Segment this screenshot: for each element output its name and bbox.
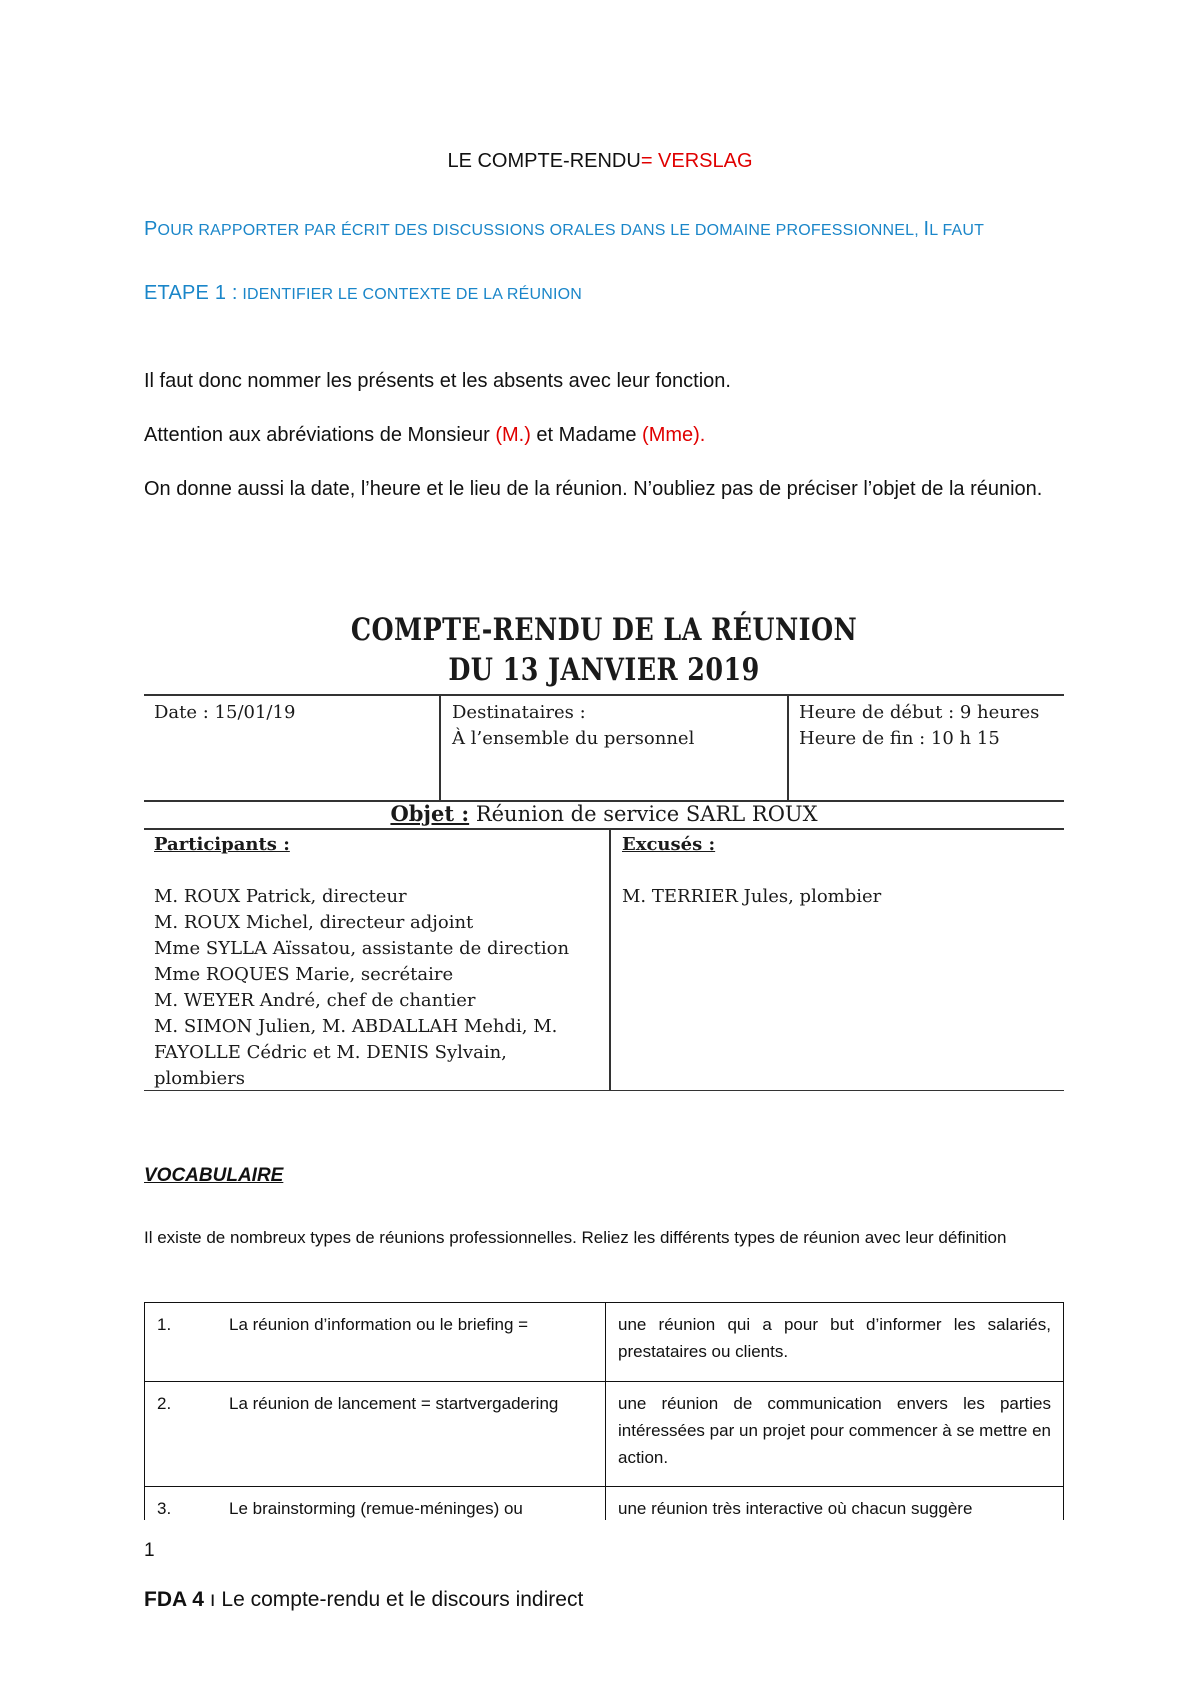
excused-label: Excusés : [622, 834, 716, 855]
step-1-heading [144, 282, 582, 305]
vocabulary-instructions: Il existe de nombreux types de réunions professionnelles. Reliez les différents types de réunion avec leur définition [144, 1228, 1007, 1247]
report-recipients-value: À l’ensemble du personnel [452, 728, 695, 749]
intro-il-rest: L FAUT [929, 222, 985, 239]
vocabulary-title: VOCABULAIRE [144, 1165, 284, 1186]
step-1-text: IDENTIFIER LE CONTEXTE DE LA RÉUNION [242, 286, 583, 303]
report-date: Date : 15/01/19 [154, 702, 296, 723]
divider [439, 694, 441, 800]
report-start-time: Heure de début : 9 heures [799, 702, 1040, 723]
report-subject [144, 801, 1064, 826]
step-1-label: ETAPE 1 : [144, 282, 238, 304]
intro-il-first: I [923, 218, 930, 240]
title-translation: = VERSLAG [640, 150, 753, 172]
divider [144, 1090, 1064, 1091]
table-cell-definition: une réunion très interactive où chacun suggère [606, 1487, 1064, 1521]
divider [787, 694, 789, 800]
participant: FAYOLLE Cédric et M. DENIS Sylvain, [154, 1042, 507, 1063]
term-text: La réunion de lancement = startvergadering [229, 1394, 559, 1413]
row-number: 2. [157, 1394, 172, 1413]
footer-title: Le compte-rendu et le discours indirect [221, 1588, 584, 1611]
paragraph-2 [144, 418, 1064, 452]
title-main: LE COMPTE-RENDU [447, 150, 641, 172]
footer-course-code: FDA 4 [144, 1588, 204, 1611]
participant: M. SIMON Julien, M. ABDALLAH Mehdi, M. [154, 1016, 558, 1037]
term-text: La réunion d’information ou le briefing = [229, 1315, 529, 1334]
meeting-report-image [144, 612, 1064, 1092]
participant: M. ROUX Michel, directeur adjoint [154, 912, 474, 933]
abbr-monsieur: (M.) [495, 424, 531, 446]
table-row [145, 1303, 1064, 1382]
participant: Mme ROQUES Marie, secrétaire [154, 964, 454, 985]
participant: M. WEYER André, chef de chantier [154, 990, 476, 1011]
divider [144, 828, 1064, 830]
report-recipients-label: Destinataires : [452, 702, 586, 723]
table-row [145, 1487, 1064, 1521]
excused-person: M. TERRIER Jules, plombier [622, 886, 882, 907]
report-heading-2: DU 13 JANVIER 2019 [448, 652, 760, 688]
paragraph-2-b: et Madame [530, 424, 643, 446]
table-cell-definition: une réunion qui a pour but d’informer les salariés, prestataires ou clients. [606, 1303, 1064, 1382]
page-title [0, 150, 1200, 173]
paragraph-3: On donne aussi la date, l’heure et le lieu de la réunion. N’oubliez pas de préciser l’objet de la réunion. [144, 478, 1043, 500]
intro-line [144, 218, 984, 241]
footer-separator: ı [203, 1588, 222, 1611]
participant: M. ROUX Patrick, directeur [154, 886, 407, 907]
paragraph-2-a: Attention aux abréviations de Monsieur [144, 424, 496, 446]
table-cell-term [145, 1303, 606, 1382]
vocabulary-table [144, 1302, 1064, 1520]
report-subject-label: Objet : [390, 801, 470, 826]
row-number: 1. [157, 1315, 172, 1334]
table-cell-term [145, 1382, 606, 1487]
term-text: Le brainstorming (remue-méninges) ou [229, 1499, 523, 1518]
report-subject-value: Réunion de service SARL ROUX [469, 802, 818, 826]
intro-rest: OUR RAPPORTER PAR ÉCRIT DES DISCUSSIONS ORALES DANS LE DOMAINE PROFESSIONNEL, [157, 222, 924, 239]
participant: Mme SYLLA Aïssatou, assistante de direction [154, 938, 570, 959]
intro-first-letter: P [144, 218, 158, 240]
table-cell-definition: une réunion de communication envers les parties intéressées par un projet pour commencer à se mettre en action. [606, 1382, 1064, 1487]
page-number: 1 [144, 1540, 155, 1561]
abbr-madame: (Mme). [642, 424, 706, 446]
table-row [145, 1382, 1064, 1487]
paragraph-1: Il faut donc nommer les présents et les absents avec leur fonction. [144, 370, 731, 392]
report-end-time: Heure de fin : 10 h 15 [799, 728, 1000, 749]
vocabulary-table-clip [144, 1302, 1068, 1520]
table-cell-term [145, 1487, 606, 1521]
participants-label: Participants : [154, 834, 290, 855]
page-footer [144, 1588, 583, 1612]
row-number: 3. [157, 1499, 172, 1518]
participant: plombiers [154, 1068, 245, 1089]
divider [609, 828, 611, 1090]
divider [144, 694, 1064, 696]
report-heading-1: COMPTE-RENDU DE LA RÉUNION [350, 612, 858, 648]
